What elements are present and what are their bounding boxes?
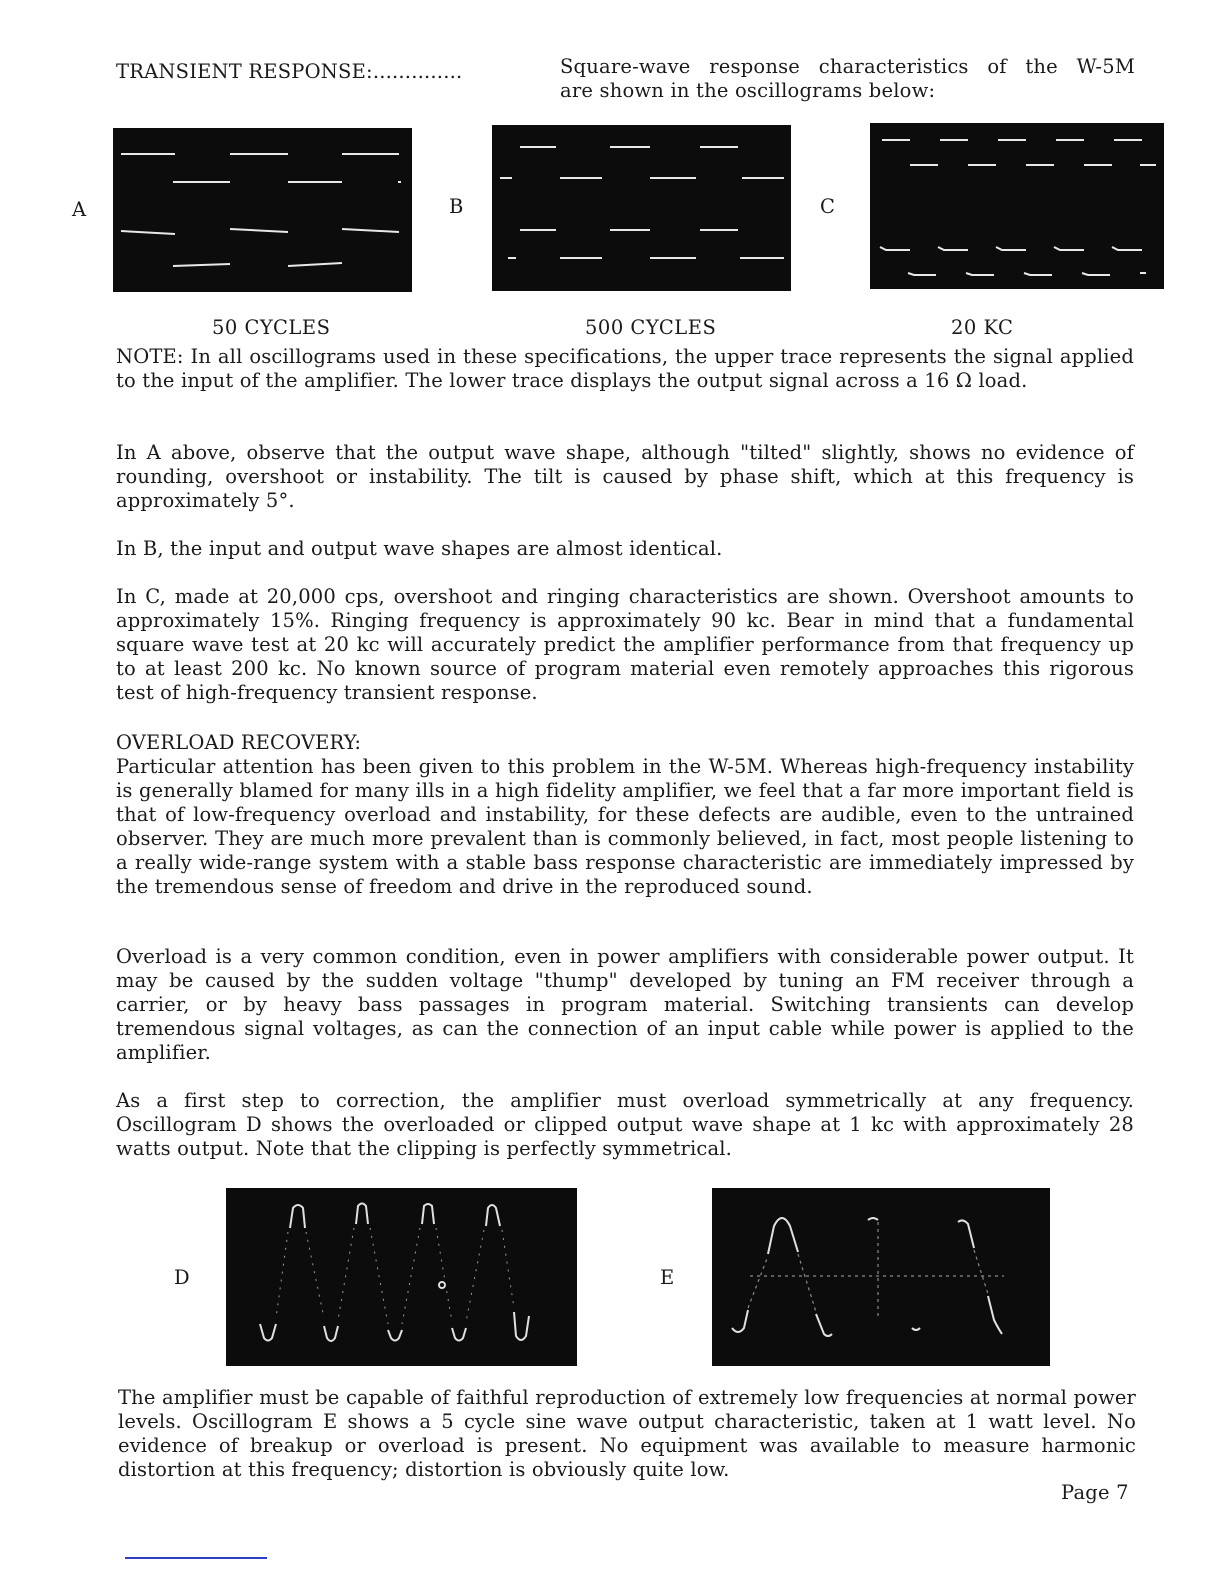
overload-recovery-body: Particular attention has been given to this problem in the W-5M. Whereas high-frequency instability is generally blamed for many ills in a high fidelity amplifier, we feel that a far more important field is that of low-frequency overload and instability, for these defects are audible, even to the untrained observer. They are much more prevalent than is commonly believed, in fact, most people listening to a really wide-range system with a stable bass response characteristic are immediately impressed by the tremendous sense of freedom and drive in the reproduced sound. <box>116 755 1134 898</box>
caption-c: 20 KC <box>951 316 1014 339</box>
scope-label-a: A <box>72 198 87 221</box>
scope-label-d: D <box>174 1266 190 1289</box>
overload-common-paragraph: Overload is a very common condition, even in power amplifiers with considerable power output. It may be caused by the sudden voltage "thump" developed by tuning an FM receiver through a carrier, or by heavy bass passages in program material. Switching transients can develop tremendous signal voltages, as can the connection of an input cable while power is applied to the amplifier. <box>116 945 1134 1064</box>
oscillogram-d-traces <box>226 1188 577 1366</box>
paragraph-b-observation: In B, the input and output wave shapes are almost identical. <box>116 537 723 560</box>
oscillogram-c-traces <box>870 123 1164 289</box>
oscillogram-d <box>226 1188 577 1366</box>
caption-b: 500 CYCLES <box>585 316 717 339</box>
oscillogram-b-traces <box>492 125 791 291</box>
page-number: Page 7 <box>1061 1481 1129 1504</box>
section-label-transient-response <box>116 60 462 84</box>
oscillogram-c <box>870 123 1164 289</box>
scope-label-b: B <box>449 195 464 218</box>
header-text-line1: Square-wave response characteristics of the W-5M <box>560 55 1135 78</box>
overload-recovery-heading: OVERLOAD RECOVERY: <box>116 731 362 754</box>
oscillogram-b <box>492 125 791 291</box>
footer-rule <box>125 1557 267 1559</box>
low-frequency-paragraph: The amplifier must be capable of faithful reproduction of extremely low frequencies at normal power levels. Oscillogram E shows a 5 cycle sine wave output characteristic, taken at 1 watt level. No evidence of breakup or overload is present. No equipment was available to measure harmonic distortion at this frequency; distortion is obviously quite low. <box>118 1386 1136 1481</box>
caption-a: 50 CYCLES <box>212 316 331 339</box>
scope-label-e: E <box>660 1266 675 1289</box>
note-paragraph: NOTE: In all oscillograms used in these specifications, the upper trace represents the signal applied to the input of the amplifier. The lower trace displays the output signal across a 16 Ω load. <box>116 345 1134 392</box>
transient-label: TRANSIENT RESPONSE: <box>116 60 373 83</box>
oscillogram-e-traces <box>712 1188 1050 1366</box>
paragraph-a-observation: In A above, observe that the output wave shape, although "tilted" slightly, shows no evidence of rounding, overshoot or instability. The tilt is caused by phase shift, which at this frequency is approximately 5°. <box>116 441 1134 512</box>
header-text-line2: are shown in the oscillograms below: <box>560 79 936 102</box>
first-step-paragraph: As a first step to correction, the amplifier must overload symmetrically at any frequency. Oscillogram D shows the overloaded or clipped output wave shape at 1 kc with approximately 28 watts output. Note that the clipping is perfectly symmetrical. <box>116 1089 1134 1160</box>
scope-label-c: C <box>820 195 835 218</box>
oscillogram-a-traces <box>113 128 412 292</box>
oscillogram-a <box>113 128 412 292</box>
oscillogram-e <box>712 1188 1050 1366</box>
paragraph-c-observation: In C, made at 20,000 cps, overshoot and ringing characteristics are shown. Overshoot amounts to approximately 15%. Ringing frequency is approximately 90 kc. Bear in mind that a fundamental square wave test at 20 kc will accurately predict the amplifier performance from that frequency up to at least 200 kc. No known source of program material even remotely approaches this rigorous test of high-frequency transient response. <box>116 585 1134 704</box>
dot-leader: .............. <box>372 60 463 83</box>
